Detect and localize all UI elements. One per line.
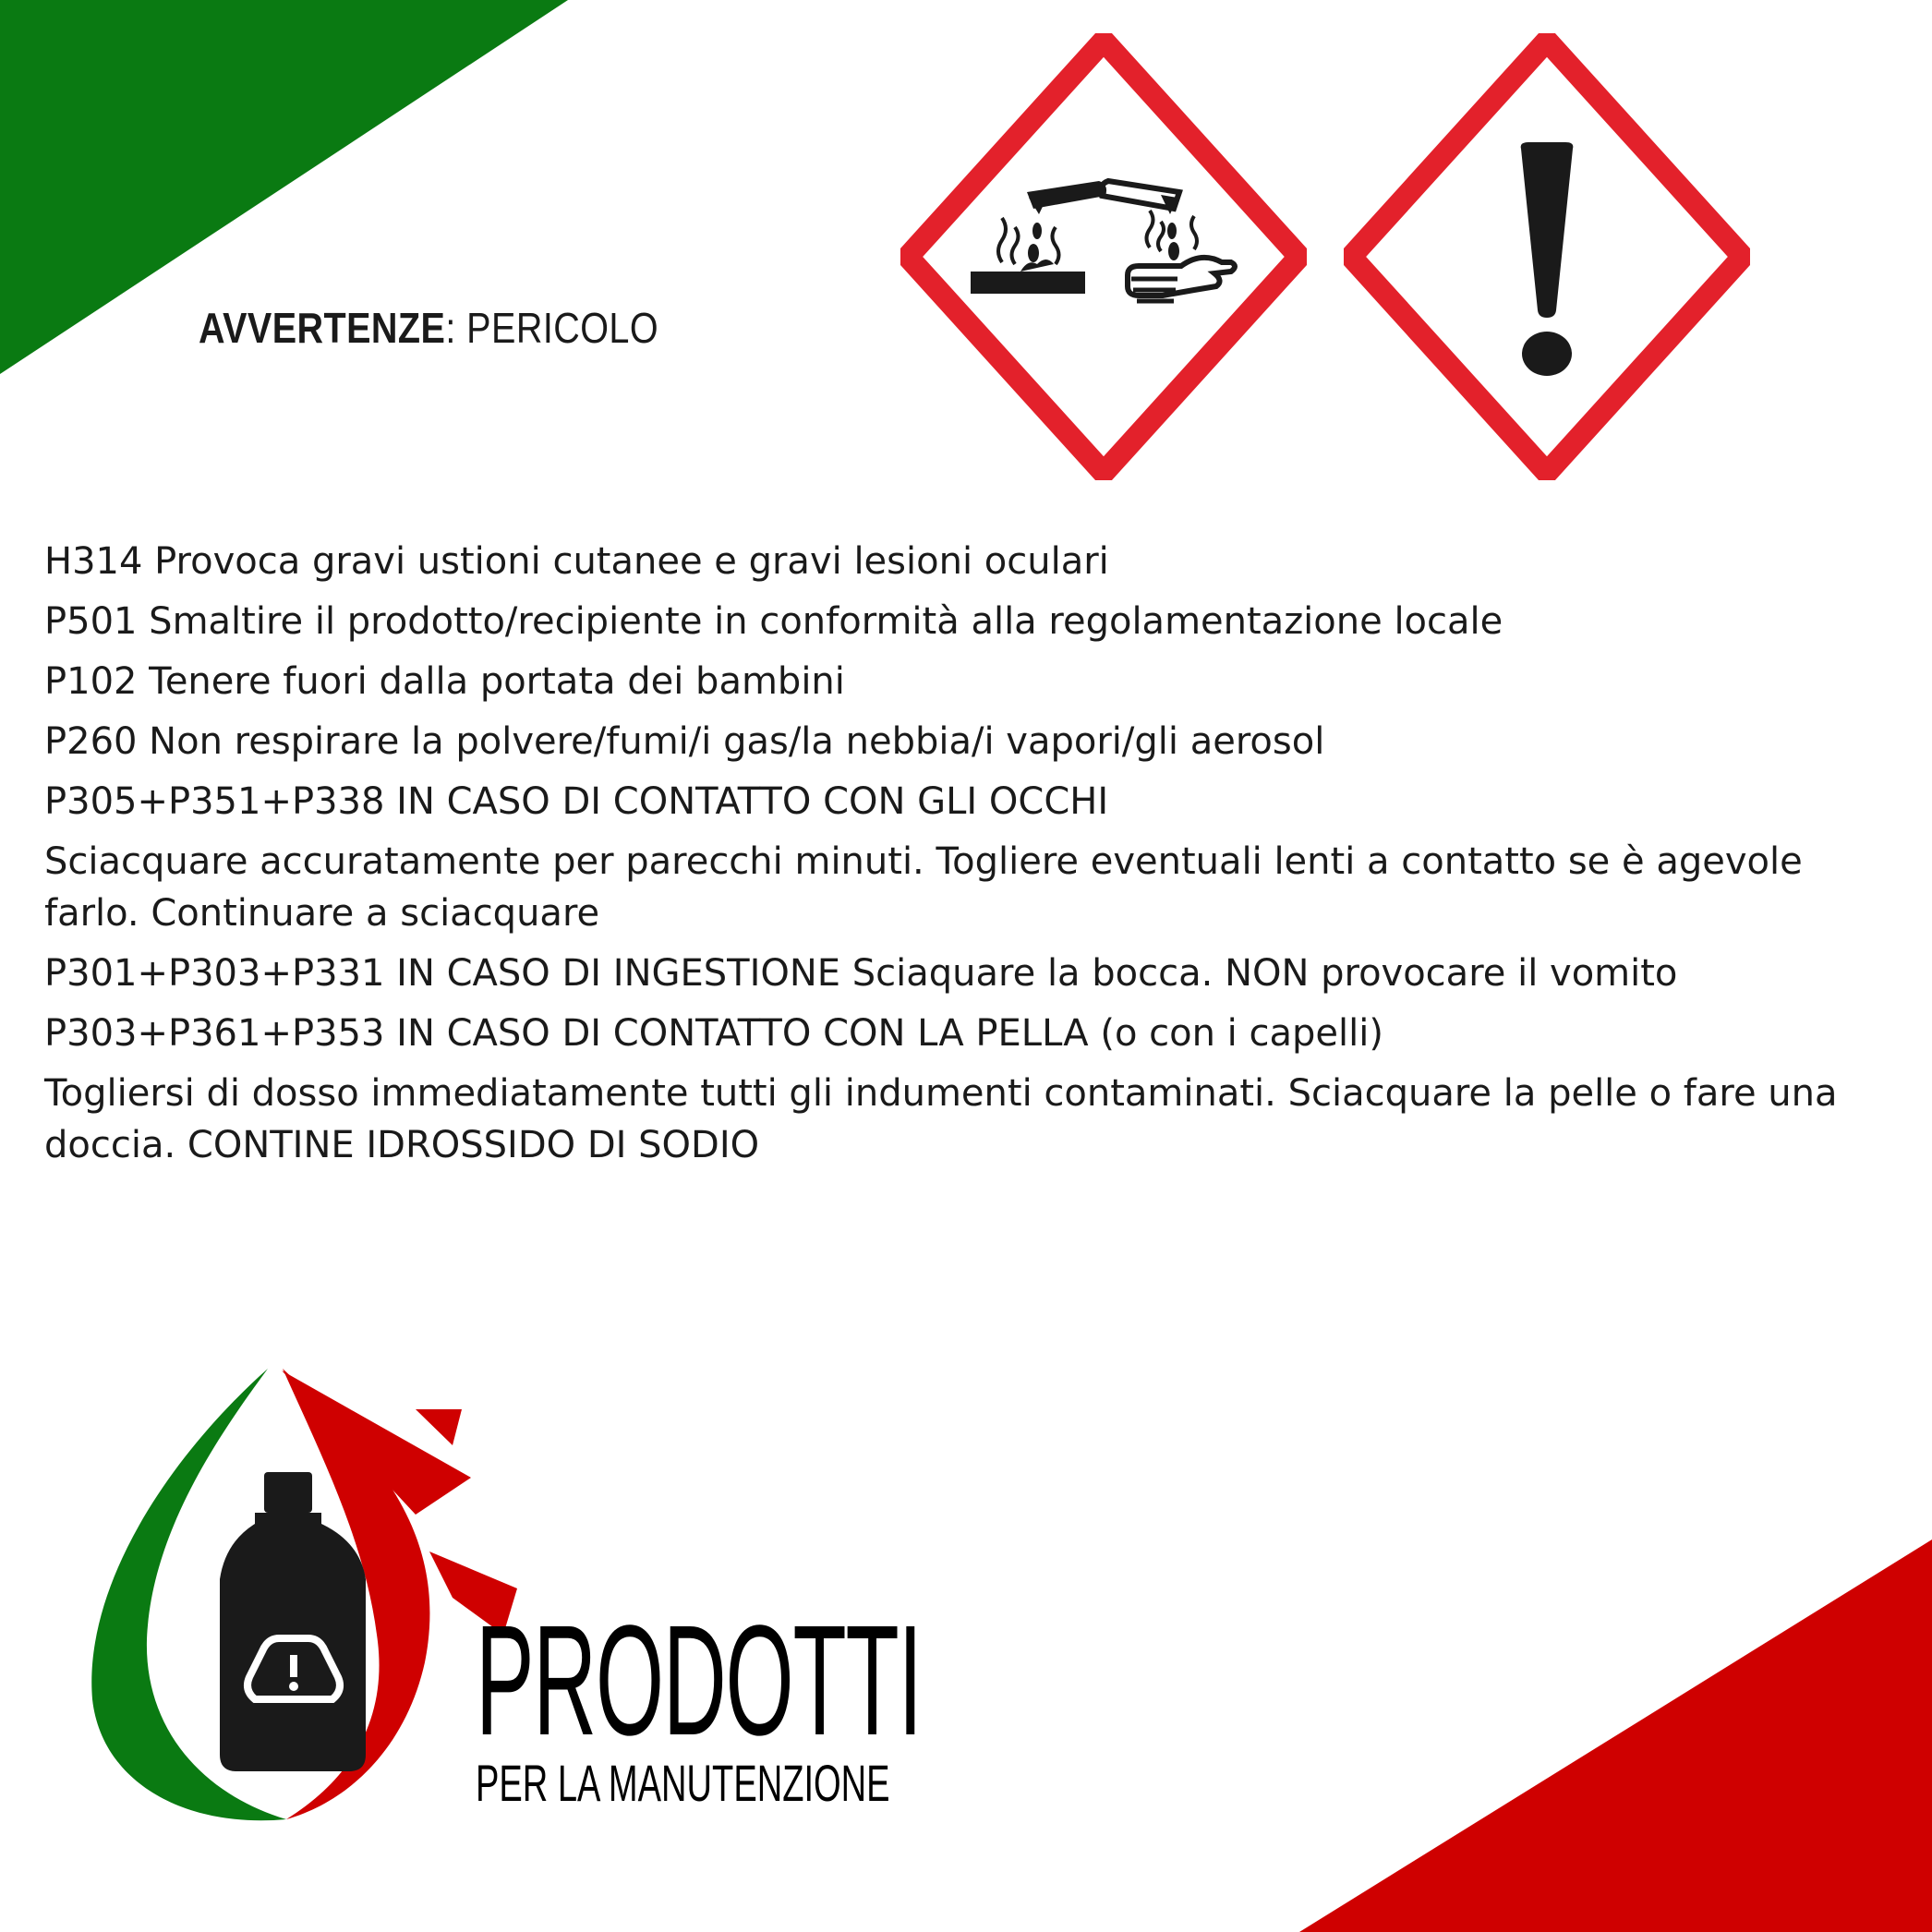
statement-line: H314 Provoca gravi ustioni cutanee e gravi lesioni oculari xyxy=(44,540,1109,583)
warning-heading xyxy=(199,303,658,353)
statement-line: Togliersi di dosso immediatamente tutti gli indumenti contaminati. Sciacquare la pelle o fare una doccia. CONTINE IDROSSIDO DI SODIO xyxy=(44,1072,1838,1166)
brand-name: PRODOTTI xyxy=(476,1593,922,1769)
statement-line: P303+P361+P353 IN CASO DI CONTATTO CON LA PELLA (o con i capelli) xyxy=(44,1012,1383,1055)
statement-line: P501 Smaltire il prodotto/recipiente in conformità alla regolamentazione locale xyxy=(44,600,1503,643)
hazard-statements xyxy=(44,536,1891,1179)
brand-subtitle: PER LA MANUTENZIONE xyxy=(476,1754,890,1812)
warning-separator: : xyxy=(445,304,456,352)
warning-label: AVVERTENZE xyxy=(199,304,446,352)
statement-line: P301+P303+P331 IN CASO DI INGESTIONE Sciaquare la bocca. NON provocare il vomito xyxy=(44,952,1678,995)
exclamation-icon xyxy=(1344,33,1750,480)
statement-line: Sciacquare accuratamente per parecchi minuti. Togliere eventuali lenti a contatto se è agevole farlo. Continuare a sciacquare xyxy=(44,840,1803,935)
statement-line: P260 Non respirare la polvere/fumi/i gas/la nebbia/i vapori/gli aerosol xyxy=(44,720,1325,763)
red-corner-triangle xyxy=(1299,1540,1932,1932)
warning-value: PERICOLO xyxy=(455,304,659,352)
bottle-icon xyxy=(220,1472,366,1771)
brand-logo xyxy=(476,1593,1272,1812)
statement-line: P102 Tenere fuori dalla portata dei bambini xyxy=(44,660,845,703)
corrosion-icon xyxy=(900,33,1307,480)
statement-line: P305+P351+P338 IN CASO DI CONTATTO CON GLI OCCHI xyxy=(44,780,1109,823)
